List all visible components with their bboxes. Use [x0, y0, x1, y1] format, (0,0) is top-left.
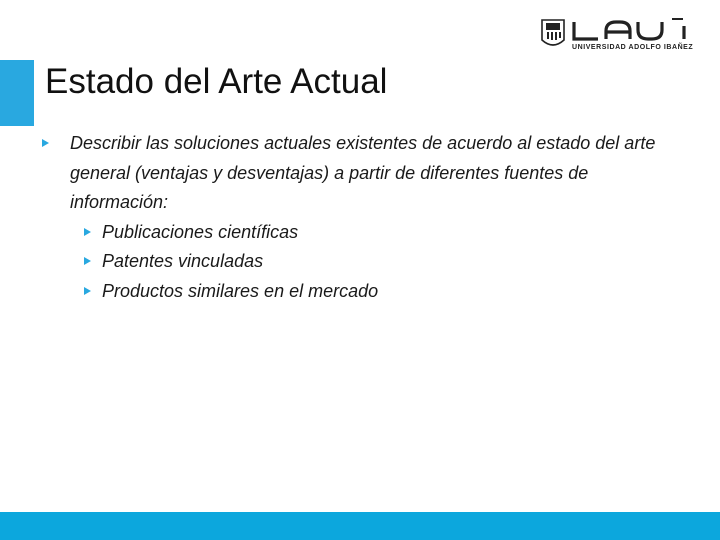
- arrow-bullet-icon: [42, 139, 49, 147]
- footer-bar: [0, 512, 720, 540]
- bullet-item: [36, 129, 676, 218]
- bullet-text: Describir las soluciones actuales existentes de acuerdo al estado del arte general (ventajas y desventajas) a partir de diferentes fuentes de información:: [70, 133, 656, 212]
- arrow-bullet-icon: [84, 287, 91, 295]
- arrow-bullet-icon: [84, 257, 91, 265]
- sub-bullet-item: [36, 247, 676, 277]
- sub-bullet-text: Publicaciones científicas: [102, 221, 299, 242]
- arrow-bullet-icon: [84, 228, 91, 236]
- logo-mark-icon: [538, 14, 698, 58]
- university-logo: [538, 14, 698, 58]
- slide-body: [36, 129, 676, 306]
- sub-bullet-text: Patentes vinculadas: [102, 251, 264, 271]
- sub-bullet-item: [36, 218, 676, 248]
- sub-bullet-item: [36, 277, 676, 307]
- slide-title: Estado del Arte Actual: [45, 62, 388, 101]
- sub-bullet-text: Productos similares en el mercado: [102, 280, 379, 301]
- title-accent-bar: [0, 60, 34, 126]
- logo-text: UNIVERSIDAD ADOLFO IBAÑEZ: [572, 44, 694, 51]
